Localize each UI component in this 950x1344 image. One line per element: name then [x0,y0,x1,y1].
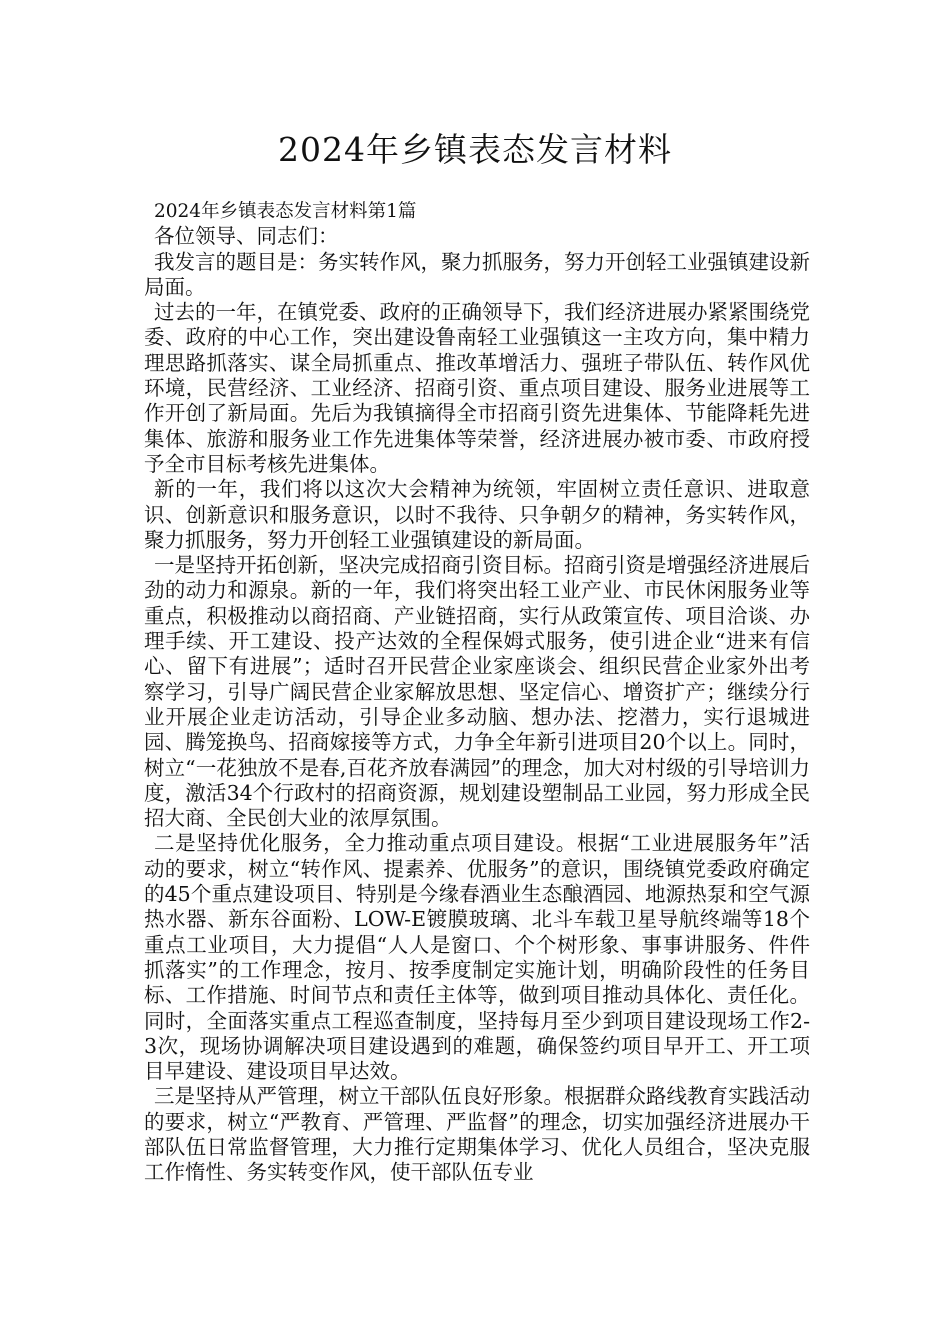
document-body [144,199,810,1186]
paragraph-point-one: 一是坚持开拓创新，坚决完成招商引资目标。招商引资是增强经济进展后劲的动力和源泉。新的一年，我们将突出轻工业产业、市民休闲服务业等重点，积极推动以商招商、产业链招商，实行从政策宣传、项目洽谈、办理手续、开工建设、投产达效的全程保姆式服务，使引进企业“进来有信心、留下有进展”；适时召开民营企业家座谈会、组织民营企业家外出考察学习，引导广阔民营企业家解放思想、坚定信心、增资扩产；继续分行业开展企业走访活动，引导企业多动脑、想办法、挖潜力，实行退城进园、腾笼换鸟、招商嫁接等方式，力争全年新引进项目20个以上。同时，树立“一花独放不是春,百花齐放春满园”的理念，加大对村级的引导培训力度，激活34个行政村的招商资源，规划建设塑制品工业园，努力形成全民招大商、全民创大业的浓厚氛围。 [144,553,810,831]
paragraph-point-two: 二是坚持优化服务，全力推动重点项目建设。根据“工业进展服务年”活动的要求，树立“转作风、提素养、优服务”的意识，围绕镇党委政府确定的45个重点建设项目、特别是今缘春酒业生态酿酒园、地源热泵和空气源热水器、新东谷面粉、LOW-E镀膜玻璃、北斗车载卫星导航终端等18个重点工业项目，大力提倡“人人是窗口、个个树形象、事事讲服务、件件抓落实”的工作理念，按月、按季度制定实施计划，明确阶段性的任务目标、工作措施、时间节点和责任主体等，做到项目推动具体化、责任化。同时，全面落实重点工程巡查制度，坚持每月至少到项目建设现场工作2-3次，现场协调解决项目建设遇到的难题，确保签约项目早开工、开工项目早建设、建设项目早达效。 [144,831,810,1084]
paragraph-new-year: 新的一年，我们将以这次大会精神为统领，牢固树立责任意识、进取意识、创新意识和服务意识，以时不我待、只争朝夕的精神，务实转作风，聚力抓服务，努力开创轻工业强镇建设的新局面。 [144,477,810,552]
paragraph-topic: 我发言的题目是：务实转作风，聚力抓服务，努力开创轻工业强镇建设新局面。 [144,249,810,299]
paragraph-past-year: 过去的一年，在镇党委、政府的正确领导下，我们经济进展办紧紧围绕党委、政府的中心工作，突出建设鲁南轻工业强镇这一主攻方向，集中精力理思路抓落实、谋全局抓重点、推改革增活力、强班子带队伍、转作风优环境，民营经济、工业经济、招商引资、重点项目建设、服务业进展等工作开创了新局面。先后为我镇摘得全市招商引资先进集体、节能降耗先进集体、旅游和服务业工作先进集体等荣誉，经济进展办被市委、市政府授予全市目标考核先进集体。 [144,300,810,476]
section-heading: 2024年乡镇表态发言材料第1篇 [154,201,417,222]
paragraph-point-three: 三是坚持从严管理，树立干部队伍良好形象。根据群众路线教育实践活动的要求，树立“严教育、严管理、严监督”的理念，切实加强经济进展办干部队伍日常监督管理，大力推行定期集体学习、优化人员组合，坚决克服工作惰性、务实转变作风，使干部队伍专业 [144,1084,810,1185]
salutation: 各位领导、同志们： [154,224,339,249]
document-title: 2024年乡镇表态发言材料 [278,130,672,169]
